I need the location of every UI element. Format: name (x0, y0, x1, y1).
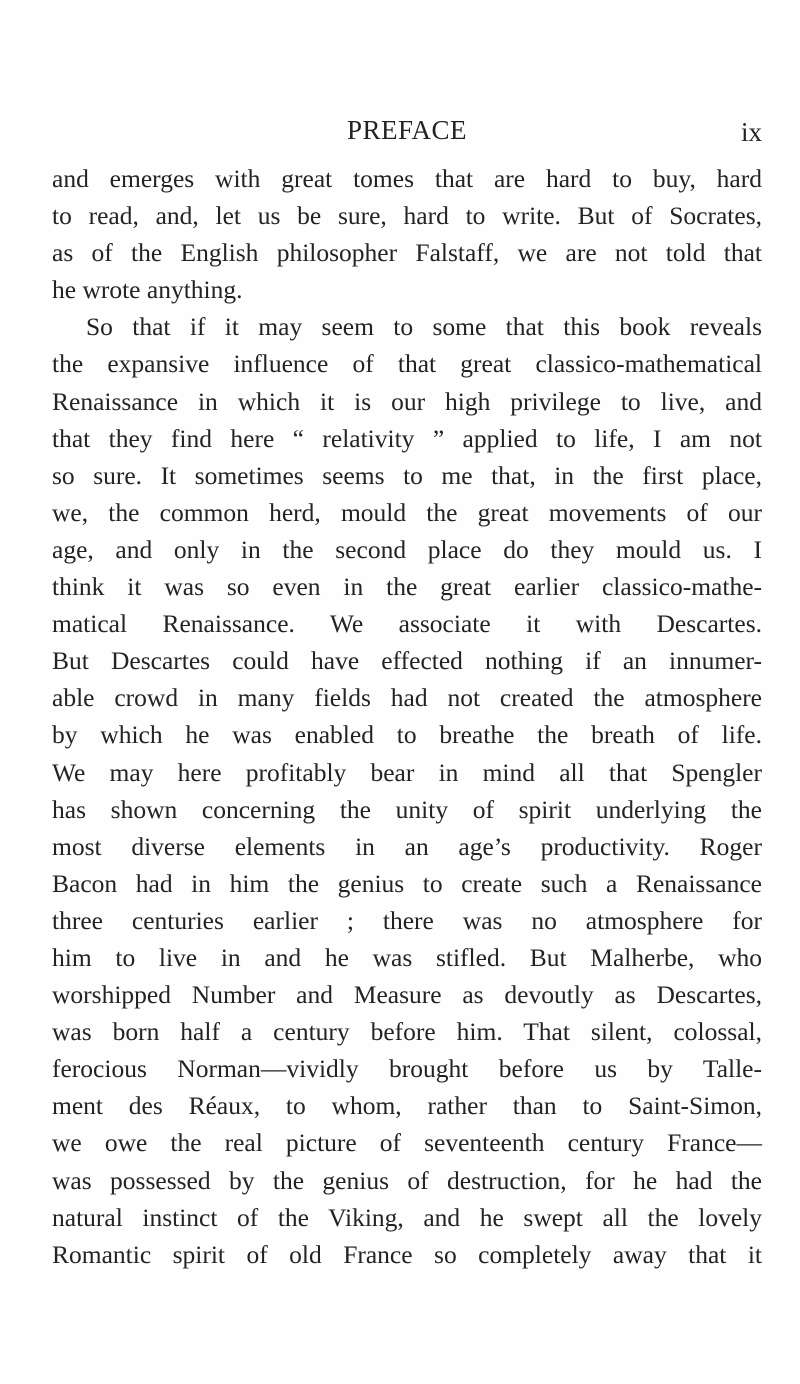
text-line: most diverse elements in an age’s productivity. Roger (52, 831, 762, 861)
running-head (52, 112, 762, 148)
text-line: natural instinct of the Viking, and he swept all the lovely (52, 1202, 762, 1232)
body-text (52, 160, 762, 1273)
text-line: was possessed by the genius of destruction, for he had the (52, 1165, 762, 1195)
text-line: think it was so even in the great earlier classico-mathe- (52, 572, 762, 602)
text-line: to read, and, let us be sure, hard to write. But of Socrates, (52, 201, 762, 231)
text-line: So that if it may seem to some that this book reveals (86, 312, 762, 342)
text-line: so sure. It sometimes seems to me that, in the first place, (52, 460, 762, 490)
text-line: age, and only in the second place do they mould us. I (52, 534, 762, 564)
paragraph (52, 160, 762, 308)
running-title: PREFACE (346, 115, 468, 145)
text-line: we owe the real picture of seventeenth century France— (52, 1128, 762, 1158)
text-line: three centuries earlier ; there was no atmosphere for (52, 905, 762, 935)
text-line: able crowd in many fields had not created the atmosphere (52, 683, 762, 713)
text-line: We may here profitably bear in mind all that Spengler (52, 757, 762, 787)
text-line: ment des Réaux, to whom, rather than to Saint-Simon, (52, 1091, 762, 1121)
text-line: But Descartes could have effected nothing if an innumer- (52, 646, 762, 676)
text-line: we, the common herd, mould the great movements of our (52, 497, 762, 527)
page-number: ix (740, 117, 762, 147)
paragraph (52, 308, 762, 1272)
text-line: Bacon had in him the genius to create such a Renaissance (52, 868, 762, 898)
text-line: was born half a century before him. That silent, colossal, (52, 1017, 762, 1047)
text-line: ferocious Norman—vividly brought before us by Talle- (52, 1054, 762, 1084)
text-line: he wrote anything. (52, 275, 243, 305)
text-line: that they find here “ relativity ” applied to life, I am not (52, 423, 762, 453)
text-line: has shown concerning the unity of spirit underlying the (52, 794, 762, 824)
text-line: the expansive influence of that great classico-mathematical (52, 349, 762, 379)
text-line: matical Renaissance. We associate it with Descartes. (52, 609, 762, 639)
text-line: as of the English philosopher Falstaff, we are not told that (52, 238, 762, 268)
text-line: him to live in and he was stifled. But Malherbe, who (52, 942, 762, 972)
text-line: Romantic spirit of old France so completely away that it (52, 1239, 762, 1269)
text-line: and emerges with great tomes that are hard to buy, hard (52, 164, 762, 193)
text-line: by which he was enabled to breathe the breath of life. (52, 720, 762, 750)
text-line: Renaissance in which it is our high privilege to live, and (52, 386, 762, 416)
text-line: worshipped Number and Measure as devoutly as Descartes, (52, 980, 762, 1010)
